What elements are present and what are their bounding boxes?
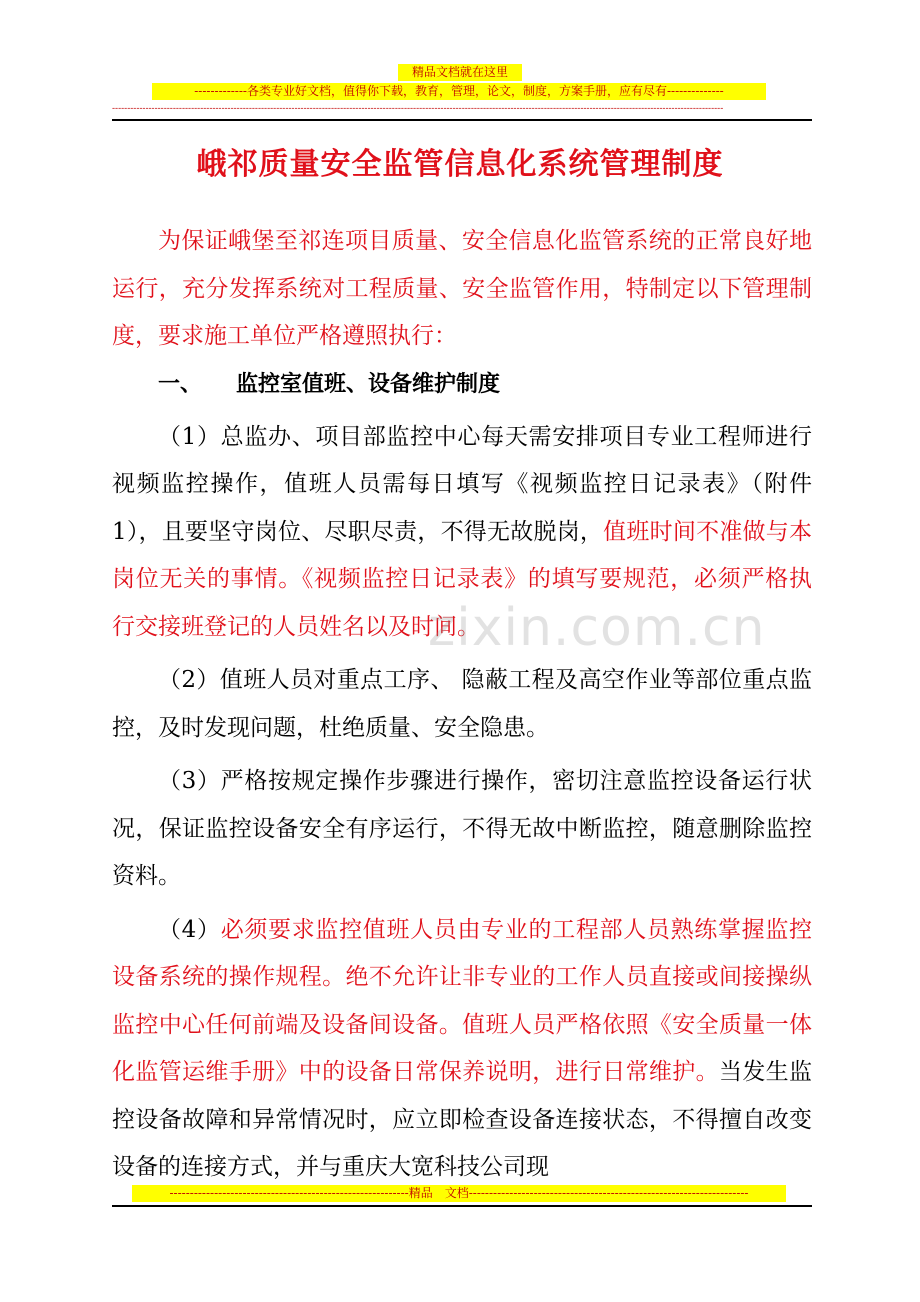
item-2-paragraph: （2）值班人员对重点工序、 隐蔽工程及高空作业等部位重点监控，及时发现问题，杜绝质量、安全隐患。 [112, 667, 812, 741]
header-dash-line: --------------------------------------------------------------------------------------------------------------------------------------------------------------------------------------------------------- [112, 104, 724, 114]
footer-banner: -----------------------------------------------------------精品 文档--------------------------------------------------------------------- [132, 1185, 786, 1202]
section-number: 一、 [158, 371, 203, 397]
section-heading [112, 361, 812, 408]
item-1-paragraph [112, 414, 812, 652]
document-title: 峨祁质量安全监管信息化系统管理制度 [196, 147, 724, 182]
header-rule [112, 119, 812, 121]
item-3-paragraph: （3）严格按规定操作步骤进行操作，密切注意监控设备运行状况，保证监控设备安全有序运行，不得无故中断监控，随意删除监控资料。 [112, 768, 812, 889]
footer-rule [112, 1205, 812, 1207]
item-4-paragraph [112, 907, 812, 1192]
item-4-text: 当发生监控设备故障和异常情况时，应立即检查设备连接状态，不得擅自改变设备的连接方式，并与重庆大宽科技公司现 [112, 1059, 813, 1180]
item-1-emphasis: 值班时间不准做与本岗位无关的事情。《视频监控日记录表》的填写要规范，必须严格执行交接班登记的人员姓名以及时间。 [112, 518, 813, 640]
section-title: 监控室值班、设备维护制度 [236, 371, 501, 397]
item-4-prefix: （4） [158, 916, 221, 943]
intro-paragraph: 为保证峨堡至祁连项目质量、安全信息化监管系统的正常良好地运行，充分发挥系统对工程质量、安全监管作用，特制定以下管理制度，要求施工单位严格遵照执行： [112, 228, 812, 349]
header-sub-banner: -------------各类专业好文档，值得你下载，教育，管理，论文，制度，方案手册，应有尽有-------------- [152, 83, 766, 100]
item-4-emphasis: 必须要求监控值班人员由专业的工程部人员熟练掌握监控设备系统的操作规程。绝不允许让非专业的工作人员直接或间接操纵监控中心任何前端及设备间设备。值班人员严格依照《安全质量一体化监管运维手册》中的设备日常保养说明，进行日常维护。 [112, 916, 813, 1085]
item-1-text: （1）总监办、项目部监控中心每天需安排项目专业工程师进行视频监控操作，值班人员需每日填写《视频监控日记录表》（附件1），且要坚守岗位、尽职尽责，不得无故脱岗， [112, 423, 812, 545]
watermark: zixin.com.cn [428, 598, 766, 658]
document-body [112, 218, 812, 1192]
header-top-banner: 精品文档就在这里 [398, 64, 522, 81]
